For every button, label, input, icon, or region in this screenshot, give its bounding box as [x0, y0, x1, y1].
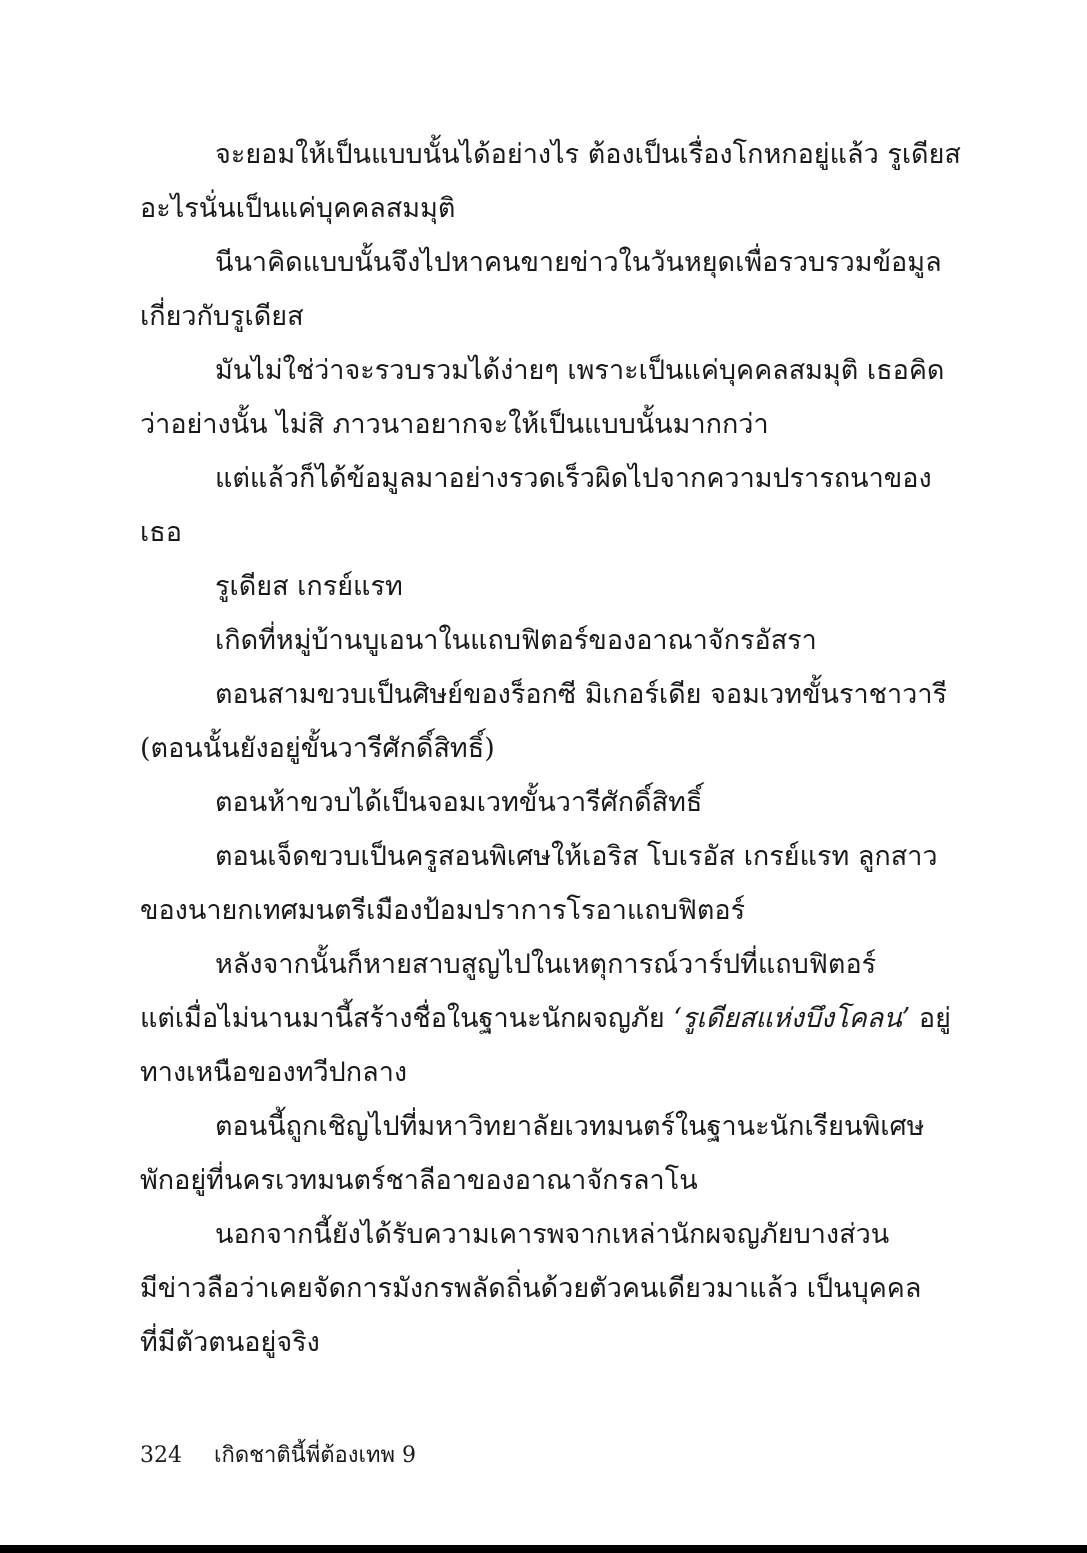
text-line: อะไรนั่นเป็นแค่บุคคลสมมุติ: [140, 193, 456, 224]
text-line: เกิดที่หมู่บ้านบูเอนาในแถบฟิตอร์ของอาณาจักรอัสรา: [215, 625, 817, 656]
text-segment: แต่เมื่อไม่นานมานี้สร้างชื่อในฐานะนักผจญภัย: [140, 1003, 665, 1034]
text-line: ที่มีตัวตนอยู่จริง: [140, 1327, 320, 1358]
text-line-mixed: [140, 992, 951, 1046]
page-footer: [140, 1438, 416, 1474]
text-line: ตอนเจ็ดขวบเป็นครูสอนพิเศษให้เอริส โบเรอัส เกรย์แรท ลูกสาว: [215, 841, 938, 872]
text-line: เกี่ยวกับรูเดียส: [140, 301, 304, 332]
body-text: [140, 128, 961, 1370]
text-line: ตอนห้าขวบได้เป็นจอมเวทขั้นวารีศักดิ์สิทธิ์: [215, 787, 703, 818]
text-line: ทางเหนือของทวีปกลาง: [140, 1057, 408, 1088]
bottom-edge-bar: [0, 1545, 1087, 1553]
text-line: หลังจากนั้นก็หายสาบสูญไปในเหตุการณ์วาร์ปที่แถบฟิตอร์: [215, 949, 877, 980]
text-line: พักอยู่ที่นครเวทมนตร์ชาลีอาของอาณาจักรลาโน: [140, 1165, 698, 1196]
text-line: นอกจากนี้ยังได้รับความเคารพจากเหล่านักผจญภัยบางส่วน: [215, 1219, 890, 1250]
text-line: ของนายกเทศมนตรีเมืองป้อมปราการโรอาแถบฟิตอร์: [140, 895, 746, 926]
text-line: มีข่าวลือว่าเคยจัดการมังกรพลัดถิ่นด้วยตัวคนเดียวมาแล้ว เป็นบุคคล: [140, 1273, 922, 1304]
text-line: นีนาคิดแบบนั้นจึงไปหาคนขายข่าวในวันหยุดเพื่อรวบรวมข้อมูล: [215, 247, 942, 278]
page-number: 324: [140, 1443, 182, 1468]
text-line: ตอนสามขวบเป็นศิษย์ของร็อกซี มิเกอร์เดีย จอมเวทขั้นราชาวารี: [215, 679, 947, 710]
text-line: แต่แล้วก็ได้ข้อมูลมาอย่างรวดเร็วผิดไปจากความปรารถนาของ: [215, 463, 932, 494]
italic-title: ‘รูเดียสแห่งบึงโคลน’: [673, 1003, 911, 1034]
text-line: ว่าอย่างนั้น ไม่สิ ภาวนาอยากจะให้เป็นแบบนั้นมากกว่า: [140, 409, 769, 440]
text-segment: อยู่: [918, 1003, 951, 1034]
book-title: เกิดชาตินี้พี่ต้องเทพ 9: [214, 1443, 416, 1468]
text-line: มันไม่ใช่ว่าจะรวบรวมได้ง่ายๆ เพราะเป็นแค่บุคคลสมมุติ เธอคิด: [215, 355, 945, 386]
text-line: เธอ: [140, 517, 182, 548]
text-line: รูเดียส เกรย์แรท: [215, 571, 403, 602]
text-line: (ตอนนั้นยังอยู่ขั้นวารีศักดิ์สิทธิ์): [140, 733, 495, 764]
text-line: ตอนนี้ถูกเชิญไปที่มหาวิทยาลัยเวทมนตร์ในฐานะนักเรียนพิเศษ: [215, 1111, 925, 1142]
text-line: จะยอมให้เป็นแบบนั้นได้อย่างไร ต้องเป็นเรื่องโกหกอยู่แล้ว รูเดียส: [215, 139, 961, 170]
